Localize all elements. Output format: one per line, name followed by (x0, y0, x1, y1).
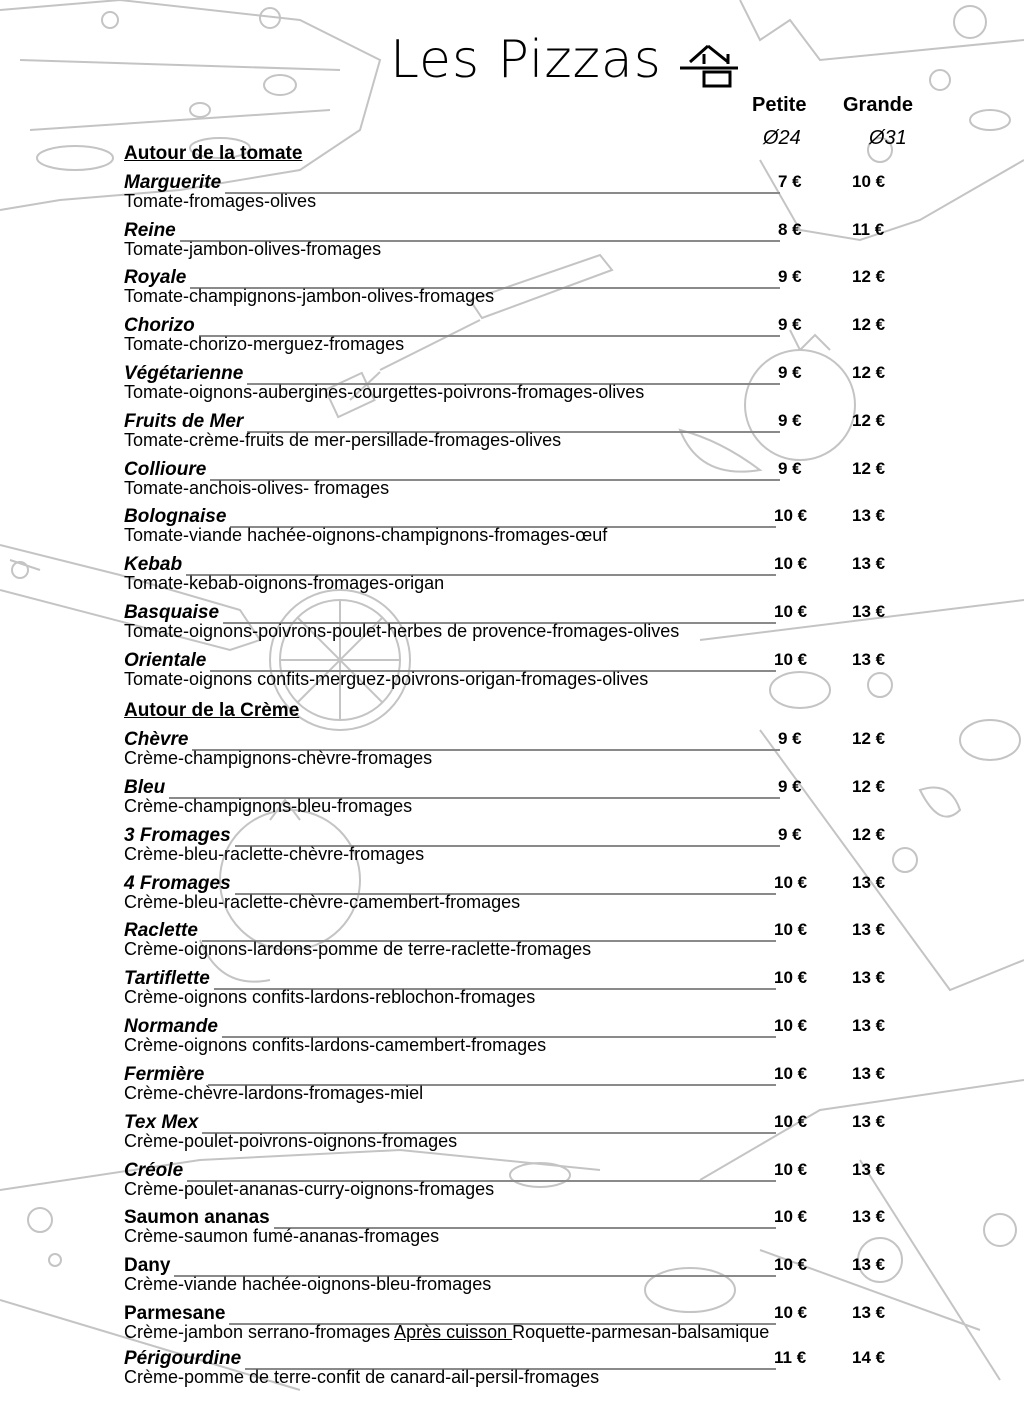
pizza-description (124, 939, 591, 960)
description-text: Crème-poulet-ananas-curry-oignons-fromages (124, 1179, 495, 1199)
description-text: Crème-champignons-bleu-fromages (124, 796, 413, 816)
pizza-name: Végétarienne (124, 363, 244, 384)
description-text: Crème-pomme de terre-confit de canard-ail-persil-fromages (124, 1367, 600, 1387)
pizza-description (124, 286, 494, 307)
column-header-petite: Petite (752, 94, 807, 116)
pizza-name: Royale (124, 267, 187, 288)
price-petite: 10 € (774, 1112, 808, 1131)
pizza-description (124, 796, 412, 817)
menu-item (0, 267, 1024, 315)
menu-item (0, 363, 1024, 411)
house-logo-icon (680, 42, 740, 90)
description-text: Crème-jambon serrano-fromages (124, 1322, 395, 1342)
description-text: Crème-saumon fumé-ananas-fromages (124, 1226, 440, 1246)
pizza-name: Tex Mex (124, 1112, 199, 1133)
price-grande: 13 € (852, 1064, 886, 1083)
price-petite: 10 € (774, 1207, 808, 1226)
pizza-description (124, 1083, 423, 1104)
menu-item (0, 825, 1024, 873)
menu-item (0, 968, 1024, 1016)
page-title: Les Pizzas (390, 30, 662, 90)
menu-item (0, 777, 1024, 825)
price-grande: 13 € (852, 873, 886, 892)
menu-item (0, 602, 1024, 650)
description-text: Tomate-chorizo-merguez-fromages (124, 334, 405, 354)
pizza-description (124, 1274, 491, 1295)
pizza-name: Normande (124, 1016, 218, 1037)
price-grande: 13 € (852, 1160, 886, 1179)
price-grande: 13 € (852, 650, 886, 669)
price-grande: 13 € (852, 1303, 886, 1322)
pizza-description (124, 382, 644, 403)
pizza-description (124, 334, 404, 355)
pizza-description (124, 525, 607, 546)
pizza-description (124, 1226, 439, 1247)
pizza-name: 3 Fromages (124, 825, 231, 846)
pizza-description (124, 987, 535, 1008)
description-text: Tomate-oignons-poivrons-poulet-herbes de provence-fromages-olives (124, 621, 680, 641)
pizza-description (124, 573, 444, 594)
pizza-description (124, 191, 316, 212)
menu-item (0, 920, 1024, 968)
menu-item (0, 873, 1024, 921)
price-petite: 7 € (778, 172, 802, 191)
description-text: Crème-chèvre-lardons-fromages-miel (124, 1083, 424, 1103)
pizza-description (124, 239, 381, 260)
description-text: Tomate-crème-fruits de mer-persillade-fromages-olives (124, 430, 562, 450)
pizza-description (124, 892, 520, 913)
description-text: Tomate-oignons confits-merguez-poivrons-origan-fromages-olives (124, 669, 649, 689)
description-text: Crème-oignons confits-lardons-camembert-fromages (124, 1035, 547, 1055)
menu-item (0, 315, 1024, 363)
pizza-description (124, 1179, 494, 1200)
price-grande: 12 € (852, 411, 886, 430)
price-grande: 13 € (852, 968, 886, 987)
pizza-description (124, 669, 648, 690)
description-text: Crème-oignons confits-lardons-reblochon-fromages (124, 987, 536, 1007)
menu-item (0, 729, 1024, 777)
price-petite: 9 € (778, 267, 802, 286)
price-petite: 10 € (774, 968, 808, 987)
pizza-description (124, 844, 424, 865)
description-extra: Roquette-parmesan-balsamique (512, 1322, 770, 1342)
pizza-name: 4 Fromages (124, 873, 231, 894)
price-petite: 9 € (778, 315, 802, 334)
price-grande: 12 € (852, 363, 886, 382)
pizza-name: Fruits de Mer (124, 411, 244, 432)
menu-item (0, 220, 1024, 268)
description-text: Tomate-champignons-jambon-olives-fromages (124, 286, 495, 306)
menu-item (0, 1207, 1024, 1255)
pizza-name: Fermière (124, 1064, 205, 1085)
menu-item (0, 650, 1024, 698)
menu-item (0, 1255, 1024, 1303)
description-text: Tomate-anchois-olives- fromages (124, 478, 390, 498)
description-text: Crème-oignons-lardons-pomme de terre-raclette-fromages (124, 939, 592, 959)
pizza-description (124, 1322, 769, 1343)
price-grande: 13 € (852, 1207, 886, 1226)
pizza-name: Raclette (124, 920, 198, 941)
price-petite: 10 € (774, 873, 808, 892)
price-grande: 13 € (852, 1016, 886, 1035)
diameter-grande: Ø31 (869, 127, 907, 149)
menu-item (0, 1064, 1024, 1112)
diameter-petite: Ø24 (763, 127, 801, 149)
price-petite: 8 € (778, 220, 802, 239)
pizza-description (124, 430, 561, 451)
price-grande: 13 € (852, 1255, 886, 1274)
description-text: Crème-poulet-poivrons-oignons-fromages (124, 1131, 458, 1151)
pizza-description (124, 478, 389, 499)
price-grande: 13 € (852, 554, 886, 573)
description-text: Crème-champignons-chèvre-fromages (124, 748, 433, 768)
description-text: Crème-bleu-raclette-chèvre-fromages (124, 844, 425, 864)
menu-item (0, 1160, 1024, 1208)
pizza-name: Bleu (124, 777, 166, 798)
menu-item (0, 1112, 1024, 1160)
price-grande: 13 € (852, 506, 886, 525)
price-grande: 14 € (852, 1348, 886, 1367)
price-grande: 13 € (852, 1112, 886, 1131)
price-petite: 10 € (774, 1160, 808, 1179)
pizza-name: Chèvre (124, 729, 189, 750)
menu-item (0, 411, 1024, 459)
price-petite: 10 € (774, 554, 808, 573)
pizza-name: Tartiflette (124, 968, 210, 989)
price-petite: 9 € (778, 363, 802, 382)
pizza-description (124, 621, 679, 642)
price-grande: 12 € (852, 315, 886, 334)
price-petite: 9 € (778, 825, 802, 844)
price-petite: 10 € (774, 1064, 808, 1083)
description-note: Après cuisson (394, 1322, 513, 1342)
description-text: Tomate-viande hachée-oignons-champignons-fromages-œuf (124, 525, 608, 545)
menu-item (0, 506, 1024, 554)
price-petite: 9 € (778, 459, 802, 478)
price-grande: 10 € (852, 172, 886, 191)
pizza-name: Saumon ananas (124, 1207, 270, 1228)
menu-item (0, 172, 1024, 220)
menu-item (0, 1016, 1024, 1064)
pizza-name: Collioure (124, 459, 207, 480)
description-text: Tomate-jambon-olives-fromages (124, 239, 382, 259)
pizza-name: Kebab (124, 554, 183, 575)
pizza-description (124, 1131, 457, 1152)
pizza-name: Reine (124, 220, 176, 241)
pizza-description (124, 1367, 599, 1388)
description-text: Tomate-kebab-oignons-fromages-origan (124, 573, 445, 593)
menu-item (0, 1303, 1024, 1351)
pizza-name: Orientale (124, 650, 207, 671)
price-petite: 9 € (778, 411, 802, 430)
description-text: Tomate-fromages-olives (124, 191, 317, 211)
pizza-name: Marguerite (124, 172, 222, 193)
menu-item (0, 1348, 1024, 1396)
menu-item (0, 554, 1024, 602)
price-petite: 10 € (774, 920, 808, 939)
pizza-name: Basquaise (124, 602, 220, 623)
pizza-description (124, 1035, 546, 1056)
price-petite: 11 € (774, 1348, 807, 1367)
price-grande: 13 € (852, 602, 886, 621)
price-grande: 13 € (852, 920, 886, 939)
description-text: Tomate-oignons-aubergines-courgettes-poivrons-fromages-olives (124, 382, 645, 402)
pizza-name: Dany (124, 1255, 171, 1276)
description-text: Crème-bleu-raclette-chèvre-camembert-fromages (124, 892, 521, 912)
price-grande: 12 € (852, 267, 886, 286)
price-grande: 12 € (852, 777, 886, 796)
price-grande: 12 € (852, 729, 886, 748)
pizza-name: Créole (124, 1160, 184, 1181)
pizza-name: Chorizo (124, 315, 195, 336)
description-text: Crème-viande hachée-oignons-bleu-fromages (124, 1274, 492, 1294)
pizza-description (124, 748, 432, 769)
pizza-name: Parmesane (124, 1303, 226, 1324)
price-petite: 10 € (774, 506, 808, 525)
price-petite: 10 € (774, 1016, 808, 1035)
column-header-grande: Grande (843, 94, 914, 116)
price-petite: 9 € (778, 777, 802, 796)
price-petite: 9 € (778, 729, 802, 748)
price-petite: 10 € (774, 650, 808, 669)
price-petite: 10 € (774, 602, 808, 621)
section-title-creme: Autour de la Crème (124, 700, 300, 721)
price-grande: 12 € (852, 825, 886, 844)
price-petite: 10 € (774, 1255, 808, 1274)
section-title-tomate: Autour de la tomate (124, 143, 303, 164)
price-grande: 12 € (852, 459, 886, 478)
price-grande: 11 € (852, 220, 885, 239)
menu-item (0, 459, 1024, 507)
price-petite: 10 € (774, 1303, 808, 1322)
pizza-name: Bolognaise (124, 506, 227, 527)
pizza-name: Périgourdine (124, 1348, 242, 1369)
